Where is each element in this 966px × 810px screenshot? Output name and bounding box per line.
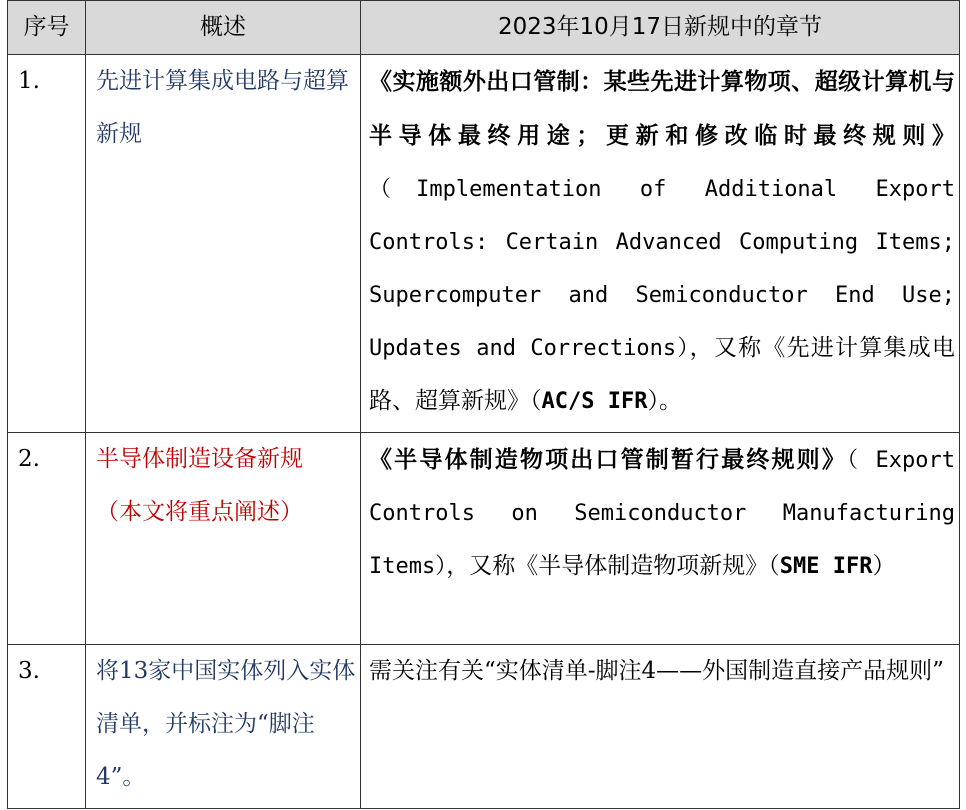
table-row-2 <box>8 433 960 645</box>
row-2-section <box>361 433 960 645</box>
row-2-summary-text: 半导体制造设备新规 <box>96 446 303 472</box>
row-2-section-title-en: （ Export Controls on Semiconductor Manufacturing Items） <box>369 448 955 579</box>
row-1-section-alias: ，又称《先进计算集成电路、超算新规》（ <box>369 335 956 414</box>
header-number: 序号 <box>8 1 86 55</box>
row-3-number: 3. <box>8 645 86 809</box>
row-1-summary: 先进计算集成电路与超算新规 <box>86 55 361 433</box>
rules-table <box>7 0 960 809</box>
row-1-number: 1. <box>8 55 86 433</box>
row-1-section <box>361 55 960 433</box>
header-row <box>8 1 960 55</box>
row-1-section-title-cn: 《实施额外出口管制：某些先进计算物项、超级计算机与半导体最终用途；更新和修改临时最终规则》 <box>369 68 955 149</box>
header-summary: 概述 <box>86 1 361 55</box>
row-3-summary: 将13家中国实体列入实体清单，并标注为“脚注4”。 <box>86 645 361 809</box>
row-1-section-abbr: AC/S IFR <box>541 389 648 414</box>
row-2-section-abbr: SME IFR <box>779 554 873 579</box>
row-2-section-alias: ，又称《半导体制造物项新规》（ <box>446 553 780 579</box>
table-row-3 <box>8 645 960 809</box>
row-1-section-end: ）。 <box>647 388 682 414</box>
row-3-section: 需关注有关“实体清单-脚注4——外国制造直接产品规则” <box>361 645 960 809</box>
row-1-section-title-en: （Implementation of Additional Export Controls: Certain Advanced Computing Items; Supercomputer and Semiconductor End Use; Updates and Corrections） <box>369 177 955 361</box>
row-2-section-title-cn: 《半导体制造物项出口管制暂行最终规则》 <box>369 446 847 473</box>
table-row-1 <box>8 55 960 433</box>
row-2-number: 2. <box>8 433 86 645</box>
header-section: 2023年10月17日新规中的章节 <box>361 1 960 55</box>
row-2-summary-note: （本文将重点阐述） <box>96 499 303 525</box>
row-2-summary <box>86 433 361 645</box>
row-2-section-end: ） <box>872 553 896 579</box>
